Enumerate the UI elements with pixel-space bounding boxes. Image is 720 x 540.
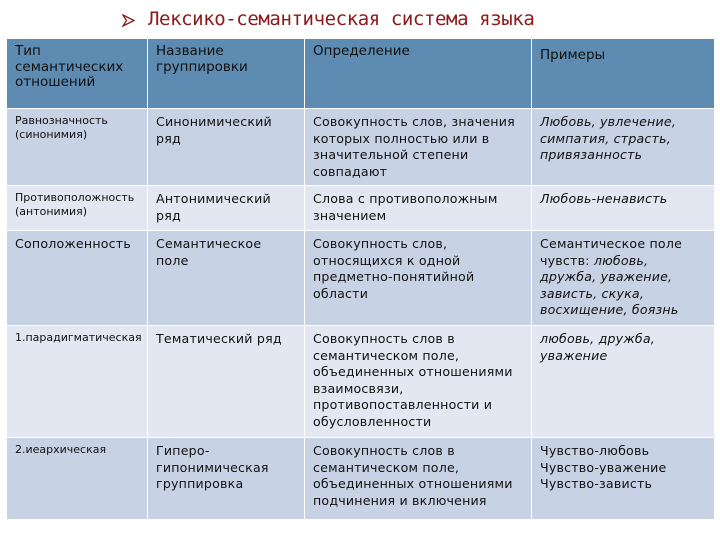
- examples-cell: Любовь-ненависть: [532, 186, 715, 231]
- relation-type-main: Равнозначность: [15, 114, 108, 127]
- relation-type-cell: Соположенность: [7, 231, 148, 326]
- title-bullet-icon: [122, 14, 135, 27]
- table-row: [7, 231, 715, 326]
- table-row: [7, 326, 715, 438]
- relation-type-cell: 2.иеархическая: [7, 438, 148, 520]
- relation-type-sub: (синонимия): [15, 128, 88, 142]
- definition-cell: Совокупность слов в семантическом поле, объединенных отношениями подчинения и включения: [305, 438, 532, 520]
- relation-type-cell: [7, 109, 148, 186]
- definition-cell: Слова с противоположным значением: [305, 186, 532, 231]
- examples-cell: любовь, дружба, уважение: [532, 326, 715, 438]
- page-title: Лексико-семантическая система языка: [148, 8, 535, 30]
- definition-cell: Совокупность слов, относящихся к одной предметно-понятийной области: [305, 231, 532, 326]
- group-name-cell: Тематический ряд: [148, 326, 305, 438]
- table-header-row: [7, 39, 715, 109]
- table-row: [7, 186, 715, 231]
- examples-list: любовь, дружба, уважение, зависть, скука, восхищение, боязнь: [540, 252, 679, 318]
- group-name-cell: Гиперо-гипонимическая группировка: [148, 438, 305, 520]
- semantic-relations-table: [6, 38, 715, 520]
- group-name-cell: Синонимический ряд: [148, 109, 305, 186]
- group-name-cell: Антонимический ряд: [148, 186, 305, 231]
- relation-type-sub: (антонимия): [15, 205, 88, 219]
- table-row: [7, 109, 715, 186]
- example-line: Чувство-уважение: [540, 459, 667, 475]
- relation-type-main: Противоположность: [15, 191, 135, 204]
- header-relation-type: Тип семантических отношений: [7, 39, 148, 109]
- relation-type-cell: 1.парадигматическая: [7, 326, 148, 438]
- examples-cell: [532, 438, 715, 520]
- examples-cell: Любовь, увлечение, симпатия, страсть, привязанность: [532, 109, 715, 186]
- table-row: [7, 438, 715, 520]
- header-definition: Определение: [305, 39, 532, 109]
- relation-type-cell: [7, 186, 148, 231]
- examples-prefix: Семантическое поле чувств:: [540, 236, 683, 268]
- header-examples: Примеры: [532, 39, 715, 109]
- example-line: Чувство-любовь: [540, 443, 650, 458]
- definition-cell: Совокупность слов в семантическом поле, объединенных отношениями взаимосвязи, противопоставленности и обусловленности: [305, 326, 532, 438]
- example-line: Чувство-зависть: [540, 476, 653, 492]
- header-group-name: Название группировки: [148, 39, 305, 109]
- examples-cell: [532, 231, 715, 326]
- group-name-cell: Семантическое поле: [148, 231, 305, 326]
- definition-cell: Совокупность слов, значения которых полностью или в значительной степени совпадают: [305, 109, 532, 186]
